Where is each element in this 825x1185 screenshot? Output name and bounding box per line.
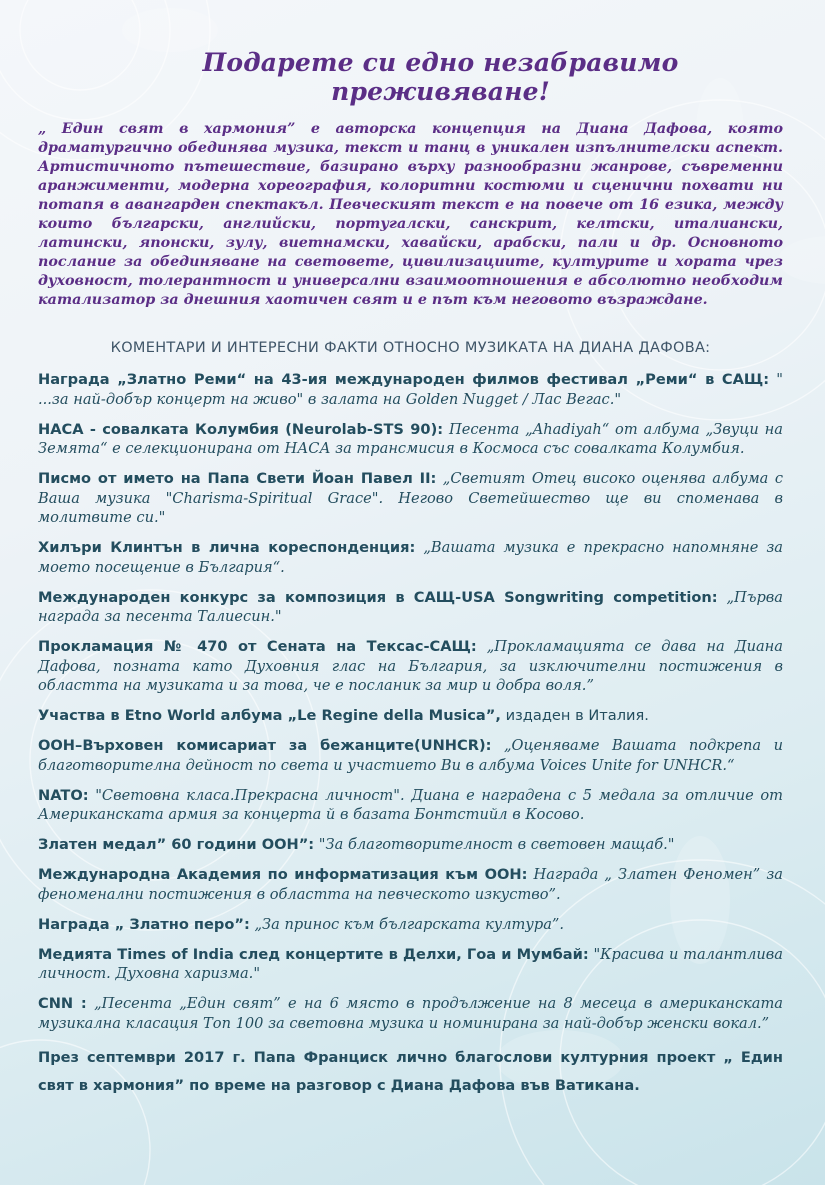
comment-quote: „Прокламацията се дава на Диана Дафова, позната като Духовния глас на България, за изключителни постижения в областта на музиката и за това, че е посланик за мир и добра воля.”: [38, 638, 783, 694]
flyer-page: [38, 0, 783, 1110]
comment-source: През септември 2017 г. Папа Франциск лично благослови културния проект „ Един свят в хармония” по време на разговор с Диана Дафова във Ватикана.: [38, 1048, 783, 1094]
comment-quote: „Светият Отец високо оценява албума с Ваша музика "Charisma-Spiritual Grace". Негово Светейшество ще ви споменава в молитвите си.": [38, 470, 783, 526]
comment-source: Участва в Etno World албума „Le Regine della Musica”,: [38, 707, 501, 724]
comment-quote: „Първа награда за песента Талиесин.": [38, 588, 784, 625]
comment-source: CNN :: [38, 995, 87, 1012]
comment-quote: „За принос към българската култура”.: [254, 915, 565, 933]
comment-item: [38, 538, 783, 577]
comment-item: [38, 469, 783, 528]
comment-source: Писмо от името на Папа Свети Йоан Павел II:: [38, 470, 437, 487]
comment-quote: "Красива и талантлива личност. Духовна харизма.": [38, 945, 783, 982]
comment-item: [38, 915, 783, 935]
comment-item: [38, 835, 783, 855]
comment-item: [38, 736, 783, 775]
comment-quote: издаден в Италия.: [505, 707, 649, 724]
comment-item: [38, 865, 783, 904]
comment-source: ООН–Върховен комисариат за бежанците(UNHCR):: [38, 737, 492, 754]
comment-quote: " ...за най-добър концерт на живо" в залата на Golden Nugget / Лас Вегас.": [38, 371, 783, 408]
comments-heading: КОМЕНТАРИ И ИНТЕРЕСНИ ФАКТИ ОТНОСНО МУЗИКАТА НА ДИАНА ДАФОВА:: [110, 340, 711, 356]
comment-quote: Песента „Ahadiyah“ от албума „Звуци на Земята“ е селекционирана от НАСА за трансмисия в Космоса със совалката Колумбия.: [38, 420, 783, 457]
comment-source: Хилъри Клинтън в лична кореспонденция:: [38, 539, 416, 556]
comment-item: [38, 706, 783, 726]
comment-source: Награда „Златно Реми“ на 43-ия международен филмов фестивал „Реми“ в САЩ:: [38, 371, 770, 388]
intro-paragraph: „ Един свят в хармония” е авторска концепция на Диана Дафова, която драматургично обединява музика, текст и танц в уникален изпълнителски аспект. Артистичното пътешествие, базирано върху разнообразни жанрове, съвременни аранжименти, модерна хореография, колоритни костюми и сценични похвати ни потапя в авангарден спектакъл. Певческият текст е на повече от 16 езика, между които български, английски, португалски, санскрит, келтски, италиански, латински, японски, зулу, виетнамски, хавайски, арабски, пали и др. Основното послание за обединяване на световете, цивилизациите, културите и хората чрез духовност, толерантност и универсални взаимоотношения е абсолютно необходим катализатор за днешния хаотичен свят и е път към неговото възраждане.: [38, 121, 783, 308]
comments-list: [38, 370, 783, 1100]
comment-quote: „Оценяваме Вашата подкрепа и благотворителна дейност по света и участието Ви в албума Voices Unite for UNHCR.“: [38, 737, 783, 774]
headline: Подарете си едно незабравимо преживяване!: [202, 48, 679, 106]
comment-source: Златен медал” 60 години ООН”:: [38, 836, 315, 853]
comment-item: [38, 1044, 783, 1100]
comment-source: НАСА - совалката Колумбия (Neurolab-STS 90):: [38, 420, 444, 438]
comment-source: Награда „ Златно перо”:: [38, 915, 250, 933]
comment-source: Международна Академия по информатизация към ООН:: [38, 866, 528, 883]
comment-quote: „Вашата музика е прекрасно напомняне за моето посещение в България“.: [38, 539, 784, 576]
comment-source: Международен конкурс за композиция в САЩ-USA Songwriting competition:: [38, 588, 718, 606]
comment-item: [38, 637, 783, 696]
comment-source: Медията Times of India след концертите в Делхи, Гоа и Мумбай:: [38, 945, 589, 963]
comment-item: [38, 994, 783, 1033]
comment-source: Прокламация № 470 от Сената на Тексас-САЩ:: [38, 638, 477, 655]
comment-item: [38, 786, 783, 825]
comment-quote: "За благотворителност в световен мащаб.": [318, 836, 675, 853]
comment-item: [38, 588, 783, 627]
comment-item: [38, 420, 783, 459]
comment-quote: Награда „ Златен Феномен” за феноменални постижения в областта на певческото изкуство”.: [38, 866, 783, 903]
comment-quote: "Световна класа.Прекрасна личност". Диана е наградена с 5 медала за отличие от Американската армия за концерта й в базата Бонтстийл в Косово.: [38, 786, 784, 823]
comment-quote: „Песента „Един свят” е на 6 място в продължение на 8 месеца в американската музикална класация Топ 100 за световна музика и номинирана за най-добър женски вокал.”: [38, 995, 783, 1032]
comment-item: [38, 370, 783, 409]
comment-source: NATO:: [38, 786, 89, 804]
comment-item: [38, 945, 783, 984]
